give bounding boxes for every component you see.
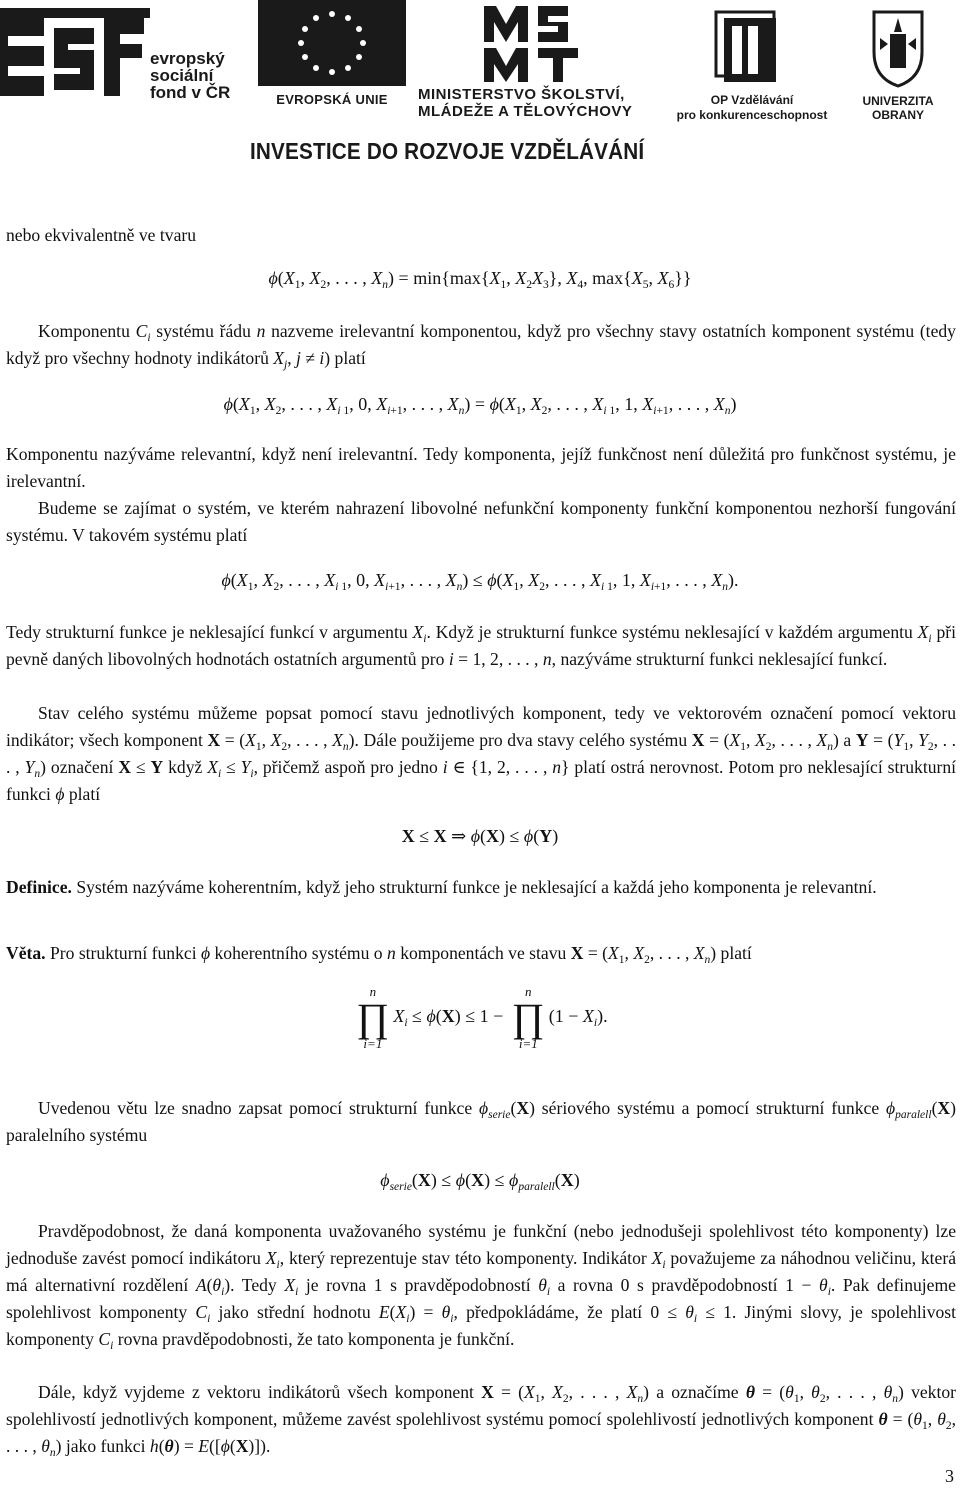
text-span: považujeme za náhodnou veličinu, která má alternativní rozdělení	[6, 1248, 956, 1295]
text-span: systému řádu	[150, 321, 257, 341]
text-span: jako funkci	[61, 1436, 150, 1456]
text-span: komponentách ve stavu	[395, 943, 571, 963]
esf-line-1: evropský	[150, 49, 225, 68]
text-span: , přičemž aspoň pro jedno	[253, 757, 443, 777]
op-line-1: OP Vzdělávání	[710, 93, 794, 107]
product-symbol: n ∏ i=1	[356, 984, 390, 1051]
text-span: jako střední hodnotu	[210, 1302, 379, 1322]
text-span: platí ostrá nerovnost. Potom pro neklesající strukturní funkci	[6, 757, 957, 804]
text-span: při pevně daných libovolných hodnotách ostatních argumentů pro	[6, 622, 957, 669]
paragraph-reliability: Pravděpodobnost, že daná komponenta uvažovaného systému je funkční (nebo jednodušeji spolehlivost této komponenty) lze jednoduše zavést pomocí indikátoru $X_i$, který reprezentuje stav této komponenty. Indikátor $X_i$ považujeme za náhodnou veličinu, která má alternativní rozdělení $A(\theta_i)$. Tedy $X_i$ je rovna 1 s pravděpodobností $\theta_i$ a rovna 0 s pravděpodobností $1 - \theta_i$. Pak definujeme spolehlivost komponenty $C_i$ jako střední hodnotu $E(X_i) = \theta_i$, předpokládáme, že platí $0 \le \theta_i \le 1$. Jinými slovy, je spolehlivost komponenty $C_i$ rovna pravděpodobnosti, že tato komponenta je funkční.	[6, 1221, 957, 1352]
op-line-2: pro konkurenceschopnost	[676, 108, 828, 122]
paragraph-nondecreasing: Tedy strukturní funkce je neklesající funkcí v argumentu $X_i$. Když je strukturní funkce systému neklesající v každém argumentu $X_i$ při pevně daných libovolných hodnotách ostatních argumentů pro i = 1, 2, . . . , n, nazýváme strukturní funkci neklesající funkcí.	[6, 622, 957, 669]
definition-label: Definice.	[6, 877, 72, 897]
op-logo-text	[672, 93, 832, 123]
paragraph-state-vector: Stav celého systému můžeme popsat pomocí stavu jednotlivých komponent, tedy ve vektorovém označení pomocí vektoru indikátor; všech komponent $X = (X_1$, $X_2$, . . . , $X_n$). Dále použijeme pro dva stavy celého systému $X = (X_1$, $X_2$, . . . , $X_n$) a $Y = (Y_1$, $Y_2$, . . . , $Y_n$) označení X ≤ Y když $X_i \le Y_i$, přičemž aspoň pro jedno i ∈ {1, 2, . . . , n} platí ostrá nerovnost. Potom pro neklesající strukturní funkci ϕ platí	[6, 703, 957, 804]
text-span: vektor spolehlivostí jednotlivých komponent, můžeme zavést spolehlivost systému pomocí spolehlivostí jednotlivých komponent	[6, 1382, 957, 1429]
university-shield-icon	[870, 8, 926, 88]
eu-logo-text: EVROPSKÁ UNIE	[276, 92, 388, 107]
equation-phi-minmax: $\phi(X_1$, $X_2$, . . . , $X_n) = \min\{\max\{X_1$, $X_2X_3$}, $X_4$, $\max\{X_5$, $X_6$}}	[268, 268, 692, 291]
uo-line-2: OBRANY	[871, 108, 924, 122]
msmt-line-1: MINISTERSTVO ŠKOLSTVÍ,	[418, 86, 625, 103]
text-relevant: Komponentu nazýváme relevantní, když není irelevantní. Tedy komponenta, jejíž funkčnost není důležitá pro funkčnost systému, je irelevantní.	[6, 444, 956, 491]
equation-monotone: $\phi(X_1$, $X_2$, . . . , $X_{i 1}$, 0, $X_{i+1}$, . . . , $X_n) \le \phi(X_1$, $X_2$, . . . , $X_{i 1}$, 1, $X_{i+1}$, . . . , $X_n$).	[221, 570, 739, 593]
text-span: . Když je strukturní funkce systému neklesající v každém argumentu	[426, 622, 918, 642]
text-span: . Pak definujeme spolehlivost komponenty	[6, 1275, 956, 1322]
equation-serie-parallel: $\phi_{serie}(X) \le \phi(X) \le \phi_{paralell}(X)$	[380, 1170, 580, 1193]
op-logo	[672, 8, 828, 128]
esf-line-2: sociální	[150, 66, 214, 85]
text-monotone: Budeme se zajímat o systém, ve kterém nahrazení libovolné nefunkční komponenty funkční komponentou nezhorší fungování systému. V takovém systému platí	[6, 498, 956, 545]
equation-x-le-x: X ≤ X ⇒ ϕ(X) ≤ ϕ(Y)	[401, 826, 559, 846]
text-span: ) platí	[324, 348, 366, 368]
text-span: , předpokládáme, že platí	[453, 1302, 651, 1322]
text-span: rovna pravděpodobnosti, že tato komponenta je funkční.	[113, 1329, 515, 1349]
paragraph-relevant	[6, 441, 956, 495]
text-span: Uvedenou větu lze snadno zapsat pomocí strukturní funkce	[38, 1098, 480, 1118]
paragraph-system-reliability: Dále, když vyjdeme z vektoru indikátorů všech komponent $X = (X_1$, $X_2$, . . . , $X_n$) a označíme $\theta = (\theta_1$, $\theta_2$, . . . , $\theta_n$) vektor spolehlivostí jednotlivých komponent, můžeme zavést spolehlivost systému pomocí spolehlivostí jednotlivých komponent $\theta = (\theta_1$, $\theta_2$, . . . , $\theta_n$) jako funkci h(θ) = E([ϕ(X)]).	[6, 1382, 957, 1459]
esf-line-3: fond v ČR	[150, 83, 231, 102]
eu-logo	[258, 0, 406, 110]
text-intro: nebo ekvivalentně ve tvaru	[6, 225, 197, 245]
text-span: označení	[46, 757, 119, 777]
text-span: je rovna 1 s pravděpodobností	[298, 1275, 539, 1295]
text-span: . Tedy	[230, 1275, 285, 1295]
esf-logo	[0, 0, 250, 105]
text-span: nazveme irelevantní komponentou, když pro všechny stavy ostatních komponent systému (tedy když pro všechny hodnoty indikátorů	[6, 321, 956, 368]
msmt-line-2: MLÁDEŽE A TĚLOVÝCHOVY	[418, 103, 633, 120]
text-span: platí	[64, 784, 101, 804]
text-span: , nazýváme strukturní funkci neklesající funkcí.	[551, 649, 888, 669]
eu-flag-icon	[258, 0, 406, 86]
product-symbol: n ∏ i=1	[511, 984, 545, 1051]
definition-text: Systém nazýváme koherentním, když jeho strukturní funkce je neklesající a každá jeho komponenta je relevantní.	[71, 877, 877, 897]
paragraph-monotone	[6, 495, 956, 549]
text-span: sériového systému a pomocí strukturní funkce	[534, 1098, 887, 1118]
esf-mark-icon	[0, 8, 150, 100]
equation-product-bounds: n ∏ i=1 $X_i \le \phi(X) \le 1$ − n ∏ i=1 $(1 - X_i)$.	[356, 984, 608, 1051]
text-span: koherentního systému o	[210, 943, 387, 963]
text-span: Pravděpodobnost, že daná komponenta uvažovaného systému je funkční (nebo jednodušeji spolehlivost této komponenty) lze jednoduše zavést pomocí indikátoru	[6, 1221, 956, 1268]
esf-logo-text	[150, 50, 230, 101]
header-logos	[0, 0, 960, 175]
theorem-label: Věta.	[6, 943, 46, 963]
paragraph-serie-parallel: Uvedenou větu lze snadno zapsat pomocí strukturní funkce $\phi_{serie}(X)$ sériového systému a pomocí strukturní funkce $\phi_{paralell}(X)$ paralelního systému	[6, 1098, 956, 1145]
op-mark-icon	[710, 8, 788, 88]
investice-banner: INVESTICE DO ROZVOJE VZDĚLÁVÁNÍ	[250, 138, 645, 164]
text-span: Komponentu	[38, 321, 136, 341]
text-span: , který reprezentuje stav této komponenty. Indikátor	[279, 1248, 652, 1268]
text-span: a označíme	[649, 1382, 746, 1402]
uo-line-1: UNIVERZITA	[862, 94, 934, 108]
msmt-mark-icon	[482, 2, 602, 86]
text-span: . Dále použijeme pro dva stavy celého systému	[354, 730, 692, 750]
text-span: a rovna 0 s pravděpodobností	[550, 1275, 786, 1295]
text-span: platí	[716, 943, 752, 963]
msmt-logo-text	[418, 86, 678, 120]
page-number: 3	[945, 1466, 954, 1486]
paragraph-intro	[6, 222, 956, 249]
text-span: Stav celého systému můžeme popsat pomocí stavu jednotlivých komponent, tedy ve vektorovém označení pomocí vektoru indikátor; všech komponent	[6, 703, 956, 750]
text-span: paralelního systému	[6, 1125, 148, 1145]
paragraph-definition	[6, 874, 956, 901]
text-span: Tedy strukturní funkce je neklesající funkcí v argumentu	[6, 622, 413, 642]
uo-logo	[848, 8, 948, 123]
msmt-logo	[410, 0, 670, 125]
text-span: Pro strukturní funkci	[45, 943, 201, 963]
text-span: když	[163, 757, 208, 777]
equation-irrelevance: $\phi(X_1$, $X_2$, . . . , $X_{i 1}$, 0, $X_{i+1}$, . . . , $X_n) = \phi(X_1$, $X_2$, . . . , $X_{i 1}$, 1, $X_{i+1}$, . . . , $X_n$)	[223, 394, 737, 417]
text-span: a	[838, 730, 856, 750]
text-span: . Jinými slovy, je spolehlivost komponenty	[6, 1302, 957, 1349]
uo-logo-text	[848, 94, 948, 122]
paragraph-theorem: Věta. Pro strukturní funkci ϕ koherentního systému o n komponentách ve stavu $X = (X_1$, $X_2$, . . . , $X_n$) platí	[6, 943, 752, 966]
text-span: Dále, když vyjdeme z vektoru indikátorů všech komponent	[38, 1382, 482, 1402]
paragraph-irrelevant: Komponentu $C_i$ systému řádu n nazveme irelevantní komponentou, když pro všechny stavy ostatních komponent systému (tedy když pro všechny hodnoty indikátorů $X_j$, j ≠ i) platí	[6, 321, 956, 371]
